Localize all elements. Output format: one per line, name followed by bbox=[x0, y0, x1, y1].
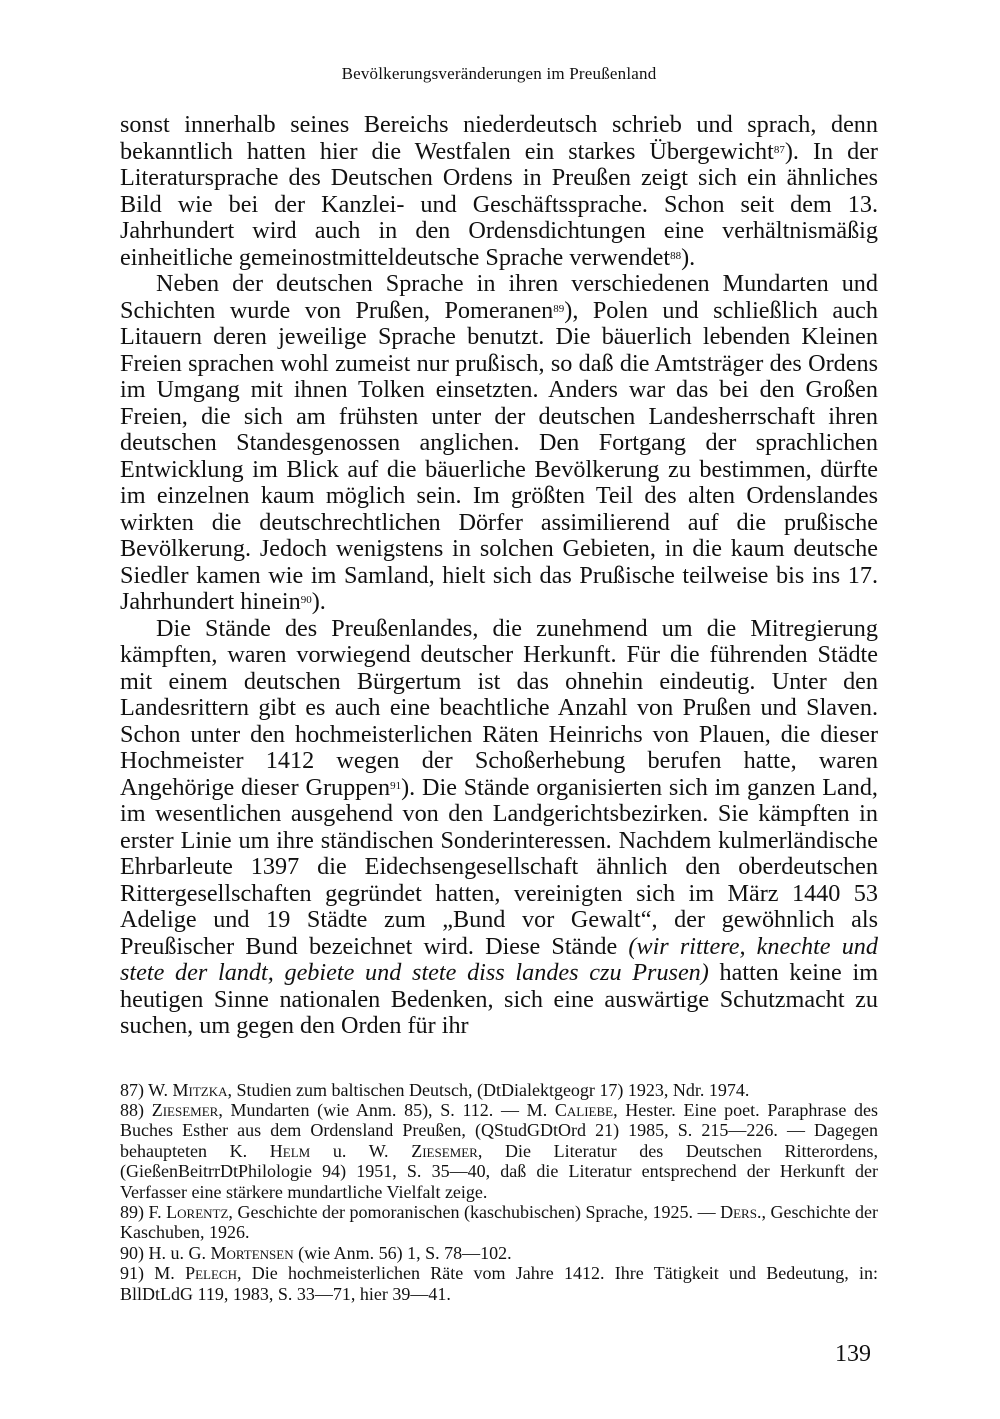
footnote-ref: 89 bbox=[553, 302, 565, 315]
author-name: Lorentz bbox=[166, 1201, 229, 1222]
text-run: Neben der deutschen Sprache in ihren verschiedenen Mundarten und Schichten wurde von Prußen, Pomeranen bbox=[120, 270, 878, 324]
book-page bbox=[120, 58, 878, 1304]
text-run: ). Die Stände organisierten sich im ganzen Land, im wesentlichen ausgehend von den Landgerichtsbezirken. Sie kämpften in erster Linie um ihre ständischen Sonderinteressen. Nachdem kulmerländische Ehrbarleute 1397 die Eidechsengesellschaft ähnlich den oberdeutschen Rittergesellschaften gegründet hatten, vereinigten sich im März 1440 53 Adelige und 19 Städte zum „Bund vor Gewalt“, der gewöhnlich als Preußischer Bund bezeichnet wird. Diese Stände bbox=[120, 773, 878, 960]
text-run: , Die Literatur des Deutschen Ritterordens, (GießenBeitrrDtPhilologie 94) 1951, S. 35—40, daß die Literatur entsprechend der Herkunft der Verfasser eine stärkere mundartliche Vielfalt zeige. bbox=[120, 1140, 879, 1202]
text-run: ). In der Literatursprache des Deutschen Ordens in Preußen zeigt sich ein ähnliches Bild wie bei der Kanzlei- und Geschäftssprache. Schon seit dem 13. Jahrhundert wird auch in den Ordensdichtungen eine verhältnismäßig einheitliche gemeinostmitteldeutsche Sprache verwendet bbox=[120, 137, 878, 271]
footnote bbox=[120, 1080, 878, 1100]
author-name: Ders. bbox=[720, 1201, 762, 1222]
footnote-ref: 90 bbox=[300, 594, 312, 606]
footnote-ref: 91 bbox=[390, 779, 402, 792]
author-name: Ziesemer bbox=[411, 1140, 478, 1161]
text-run: u. W. bbox=[310, 1140, 412, 1161]
body-text bbox=[120, 112, 878, 1040]
footnote-ref: 87 bbox=[773, 143, 785, 156]
page-number: 139 bbox=[835, 1341, 871, 1367]
text-run: , Geschichte der pomoranischen (kaschubischen) Sprache, 1925. — bbox=[228, 1201, 721, 1222]
text-run: , Geschichte der Kaschuben, 1926. bbox=[120, 1201, 878, 1243]
text-run: ). bbox=[681, 243, 696, 271]
text-run: (wie Anm. 56) 1, S. 78—102. bbox=[293, 1242, 512, 1263]
footnote bbox=[120, 1100, 878, 1202]
text-run: , Die hochmeisterlichen Räte vom Jahre 1412. Ihre Tätigkeit und Bedeutung, in: BllDtLdG 119, 1983, S. 33—71, hier 39—41. bbox=[120, 1263, 879, 1304]
text-run: sonst innerhalb seines Bereichs niederdeutsch schrieb und sprach, denn bekanntlich hatten hier die Westfalen ein starkes Übergewicht bbox=[120, 111, 878, 165]
text-run: ), Polen und schließlich auch Litauern deren jeweilige Sprache benutzt. Die bäuerlich lebenden Kleinen Freien sprachen wohl zumeist nur prußisch, so daß die Amtsträger des Ordens im Umgang mit ihnen Tolken einsetzten. Anders war das bei den Großen Freien, die sich am frühsten unter der deutschen Landesherrschaft ihren deutschen Standesgenossen anglichen. Den Fortgang der sprachlichen Entwicklung im Blick auf die bäuerliche Bevölkerung zu bestimmen, dürfte im einzelnen kaum möglich sein. Im größten Teil des alten Ordenslandes wirkten die deutschrechtlichen Dörfer assimilierend auf die prußische Bevölkerung. Jedoch wenigstens in solchen Gebieten, in die kaum deutsche Siedler kamen wie im Samland, hielt sich das Prußische teilweise bis ins 17. Jahrhundert hinein bbox=[120, 296, 878, 615]
paragraph bbox=[120, 616, 878, 1040]
text-run: , Studien zum baltischen Deutsch, (DtDialektgeogr 17) 1923, Ndr. 1974. bbox=[227, 1079, 750, 1100]
text-run: 91) M. bbox=[120, 1263, 186, 1284]
italic-quote: (wir rittere, knechte und stete der landt, gebiete und stete diss landes czu Prusen) bbox=[120, 932, 878, 986]
text-run: Die Stände des Preußenlandes, die zunehmend um die Mitregierung kämpften, waren vorwiegend deutscher Herkunft. Für die führenden Städte mit einem deutschen Bürgertum ist das ohnehin eindeutig. Unter den Landesrittern gibt es auch eine beachtliche Anzahl von Prußen und Slaven. Schon unter den hochmeisterlichen Räten Heinrichs von Plauen, die dieser Hochmeister 1412 wegen der Schoßerhebung berufen hatte, waren Angehörige dieser Gruppen bbox=[120, 614, 878, 801]
text-run: hatten keine im heutigen Sinne nationalen Bedenken, sich eine auswärtige Schutzmacht zu suchen, um gegen den Orden für ihr bbox=[120, 959, 879, 1039]
author-name: Caliebe bbox=[554, 1099, 614, 1120]
author-name: Helm bbox=[269, 1140, 311, 1161]
paragraph bbox=[120, 112, 878, 271]
text-run: 89) F. bbox=[120, 1201, 167, 1222]
text-run: , Mundarten (wie Anm. 85), S. 112. — M. bbox=[218, 1099, 555, 1120]
author-name: Mortensen bbox=[210, 1242, 294, 1263]
footnote-ref: 88 bbox=[670, 249, 682, 262]
text-run: , Hester. Eine poet. Paraphrase des Buches Esther aus dem Ordensland Preußen, (QStudGDtOrd 21) 1985, S. 215—226. — Dagegen behaupteten K. bbox=[120, 1099, 879, 1161]
author-name: Mitzka bbox=[172, 1079, 228, 1100]
running-head: Bevölkerungsveränderungen im Preußenland bbox=[341, 64, 657, 83]
author-name: Ziesemer bbox=[151, 1099, 219, 1120]
author-name: Pelech bbox=[185, 1263, 237, 1284]
text-run: 88) bbox=[120, 1099, 152, 1120]
text-run: 90) H. u. G. bbox=[120, 1242, 211, 1263]
footnote bbox=[120, 1243, 878, 1263]
paragraph bbox=[120, 271, 878, 616]
text-run: ). bbox=[311, 588, 326, 615]
footnote bbox=[120, 1263, 878, 1304]
footnotes bbox=[120, 1080, 878, 1304]
text-run: 87) W. bbox=[120, 1079, 173, 1100]
footnote bbox=[120, 1202, 878, 1243]
